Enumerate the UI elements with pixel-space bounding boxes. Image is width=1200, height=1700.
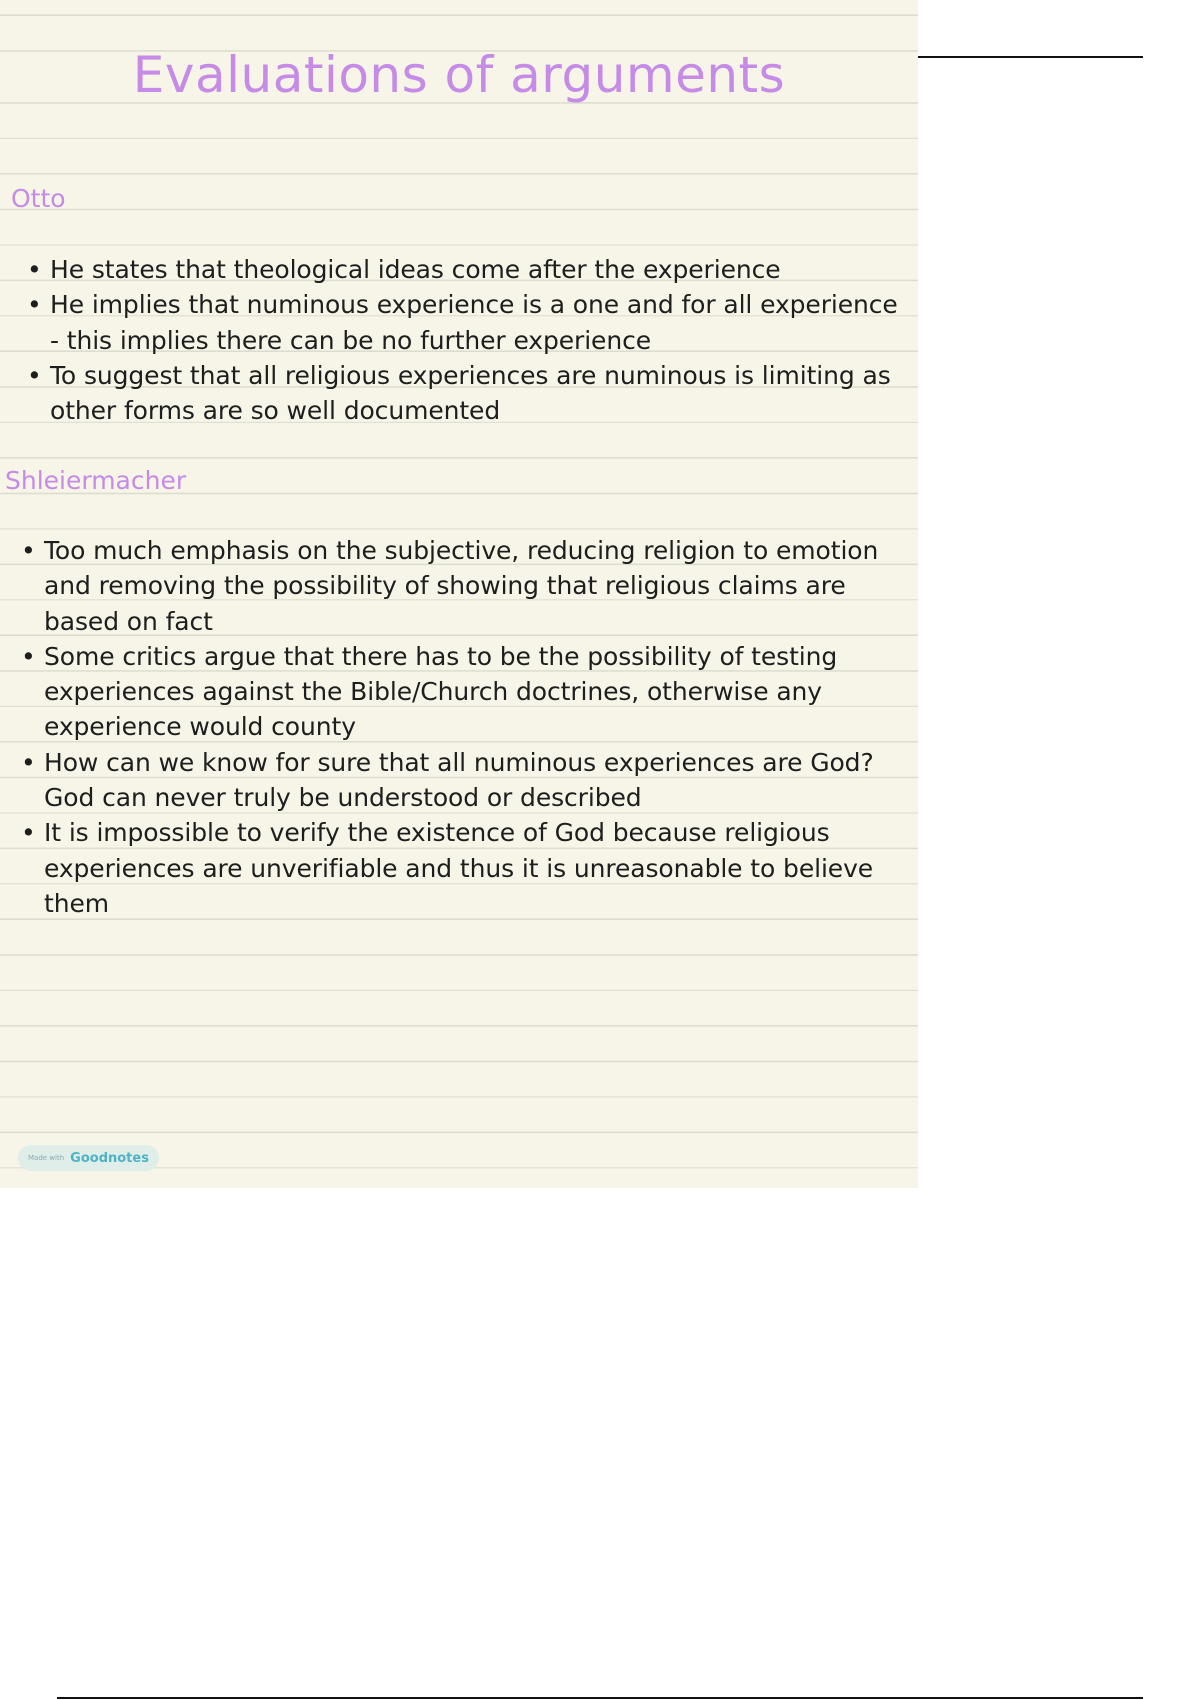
list-item: • He implies that numinous experience is a one and for all experience - this implies there can be no further experience: [27, 287, 907, 358]
badge-made-with-text: Made with: [28, 1154, 65, 1162]
made-with-goodnotes-badge: [18, 1145, 159, 1171]
page-title: Evaluations of arguments: [132, 46, 786, 104]
list-item: • It is impossible to verify the existence of God because religious experiences are unverifiable and thus it is unreasonable to believe them: [21, 815, 907, 921]
otto-bullet-list: [27, 252, 907, 428]
badge-brand-text: Goodnotes: [70, 1150, 149, 1166]
list-item: • Some critics argue that there has to be the possibility of testing experiences against the Bible/Church doctrines, otherwise any experience would county: [21, 639, 907, 745]
list-item: • How can we know for sure that all numinous experiences are God? God can never truly be understood or described: [21, 745, 907, 816]
section-heading-shleiermacher: Shleiermacher: [5, 466, 187, 495]
footer-rule: [57, 1697, 1143, 1699]
list-item: • Too much emphasis on the subjective, reducing religion to emotion and removing the possibility of showing that religious claims are based on fact: [21, 533, 907, 639]
section-heading-otto: Otto: [11, 184, 66, 213]
list-item: • To suggest that all religious experiences are numinous is limiting as other forms are so well documented: [27, 358, 907, 429]
shleiermacher-bullet-list: [21, 533, 907, 921]
header-rule: [918, 56, 1143, 58]
list-item: • He states that theological ideas come after the experience: [27, 252, 907, 287]
